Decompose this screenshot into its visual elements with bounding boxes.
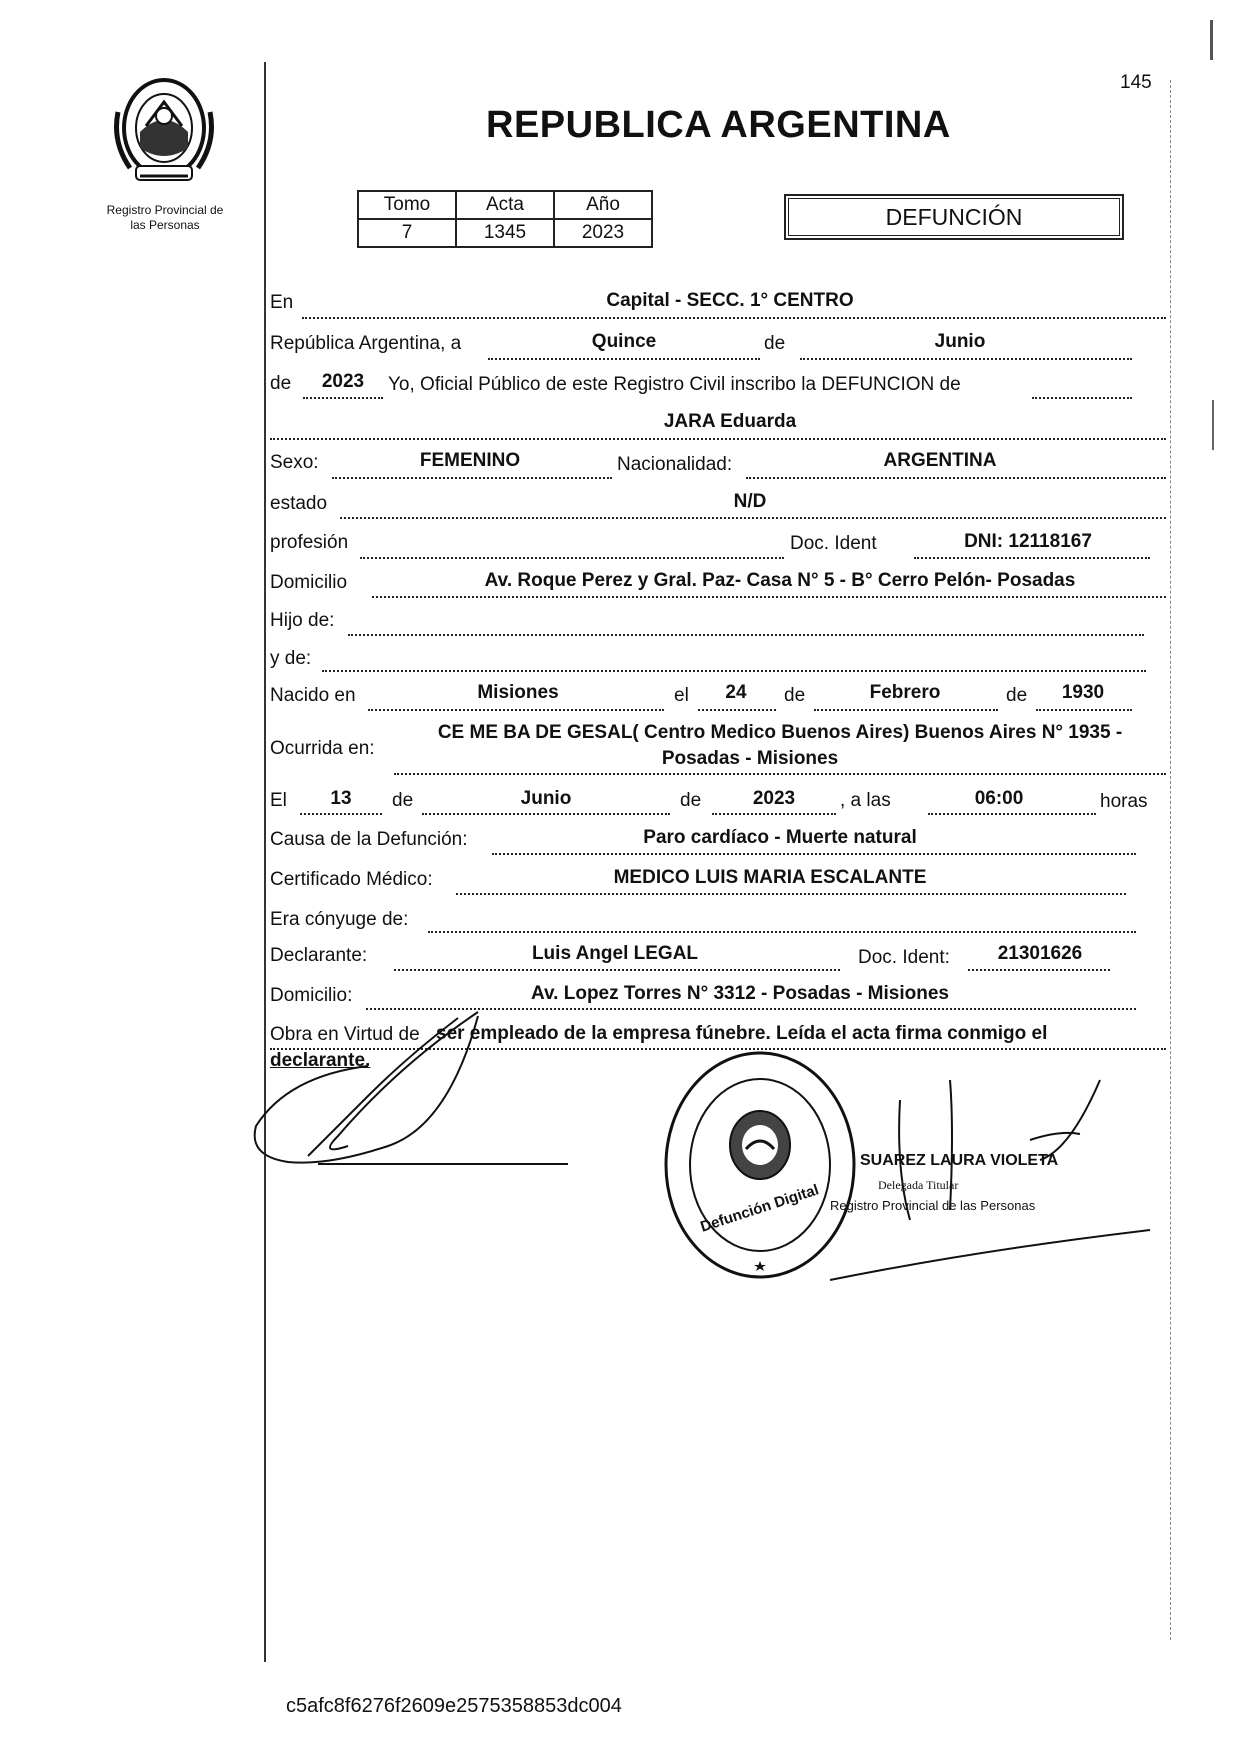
certificado-label: Certificado Médico: [270, 869, 433, 890]
conyuge-label: Era cónyuge de: [270, 909, 409, 930]
nacido-anio: 1930 [1061, 682, 1105, 703]
nacido-mes: Febrero [869, 682, 941, 703]
en-label: En [270, 292, 294, 313]
ocurrida-line1: CE ME BA DE GESAL( Centro Medico Buenos Aires) Buenos Aires N° 1935 - [437, 722, 1123, 743]
ocurrida-line [394, 773, 1166, 775]
el-label: el [674, 685, 689, 706]
nacido-anio-line [1036, 709, 1132, 711]
left-margin-line [264, 62, 266, 1662]
record-table-header [358, 191, 652, 219]
nacionalidad-line [746, 477, 1166, 479]
hijo-de-line [348, 634, 1144, 636]
en-line [302, 317, 1166, 319]
nacido-dia-line [698, 709, 776, 711]
nacido-label: Nacido en [270, 685, 356, 706]
day-value: Quince [591, 331, 657, 352]
def-dia-line [300, 813, 382, 815]
official-role: Delegada Titular [878, 1178, 959, 1192]
signature-icon [800, 1070, 1160, 1290]
de-label: de [270, 373, 292, 394]
year-line [303, 397, 383, 399]
declarante-value: Luis Angel LEGAL [531, 943, 699, 964]
y-de-label: y de: [270, 648, 312, 669]
obra-label: Obra en Virtud de [270, 1024, 420, 1045]
doc-ident-value: DNI: 12118167 [964, 531, 1092, 552]
def-anio-line [712, 813, 836, 815]
declarante-line [394, 969, 840, 971]
a-las-label: , a las [840, 790, 891, 811]
right-edge-mark [1210, 20, 1213, 60]
estado-value: N/D [733, 491, 767, 512]
deceased-name: JARA Eduarda [663, 411, 797, 432]
official-signature [800, 1070, 1160, 1290]
sexo-value: FEMENINO [419, 450, 521, 471]
nacido-dia: 24 [725, 682, 747, 703]
name-line [270, 438, 1166, 440]
def-mes-line [422, 813, 670, 815]
def-dia: 13 [330, 788, 352, 809]
doc-ident2-line [968, 969, 1110, 971]
profesion-line [360, 557, 784, 559]
de-label: de [784, 685, 806, 706]
conyuge-line [428, 931, 1136, 933]
nacionalidad-label: Nacionalidad: [617, 454, 733, 475]
record-table [357, 190, 653, 248]
anio-header: Año [554, 191, 652, 219]
republica-label: República Argentina, a [270, 333, 462, 354]
profesion-label: profesión [270, 532, 349, 553]
signature-icon [248, 1006, 578, 1176]
record-table-values [358, 219, 652, 247]
de-label: de [1006, 685, 1028, 706]
page-title: REPUBLICA ARGENTINA [486, 104, 951, 146]
hijo-de-label: Hijo de: [270, 610, 335, 631]
emblem-icon [110, 72, 218, 190]
el-cap-label: El [270, 790, 287, 811]
declarante-label: Declarante: [270, 945, 368, 966]
de-label: de [680, 790, 702, 811]
declarant-signature [248, 1006, 578, 1176]
estado-line [340, 517, 1166, 519]
causa-label: Causa de la Defunción: [270, 829, 468, 850]
causa-line [492, 853, 1136, 855]
seal-text [660, 1045, 661, 1046]
official-registry: Registro Provincial de las Personas [830, 1198, 1036, 1213]
estado-label: estado [270, 493, 328, 514]
tomo-value: 7 [358, 219, 456, 247]
de-label: de [392, 790, 414, 811]
official-name: SUAREZ LAURA VIOLETA [860, 1152, 1059, 1169]
def-anio: 2023 [752, 788, 796, 809]
registry-name: Registro Provincial de las Personas [106, 203, 224, 232]
def-mes: Junio [520, 788, 572, 809]
nacido-mes-line [814, 709, 998, 711]
acta-value: 1345 [456, 219, 554, 247]
domicilio2-value: Av. Lopez Torres N° 3312 - Posadas - Misiones [531, 983, 949, 1004]
statement-line [1032, 397, 1132, 399]
de-label: de [764, 333, 786, 354]
month-value: Junio [934, 331, 986, 352]
month-line [800, 358, 1132, 360]
obra-value: ser empleado de la empresa fúnebre. Leída el acta firma conmigo el [436, 1023, 1048, 1044]
horas-label: horas [1100, 791, 1148, 812]
province-emblem [110, 72, 218, 190]
sexo-label: Sexo: [270, 452, 319, 473]
sexo-line [332, 477, 612, 479]
doc-ident-line [914, 557, 1150, 559]
doc-ident2-value: 21301626 [997, 943, 1083, 964]
right-edge-mark [1212, 400, 1214, 450]
year-value: 2023 [321, 371, 365, 392]
domicilio-label: Domicilio [270, 572, 348, 593]
right-margin-line [1170, 80, 1171, 1640]
certificado-value: MEDICO LUIS MARIA ESCALANTE [613, 867, 927, 888]
causa-value: Paro cardíaco - Muerte natural [643, 827, 917, 848]
nacido-lugar: Misiones [477, 682, 559, 703]
anio-value: 2023 [554, 219, 652, 247]
document-hash: c5afc8f6276f2609e2575358853dc004 [286, 1695, 622, 1717]
day-line [488, 358, 760, 360]
obra-line2: declarante. [270, 1050, 371, 1071]
y-de-line [322, 670, 1146, 672]
doc-ident2-label: Doc. Ident: [858, 947, 950, 968]
en-value: Capital - SECC. 1° CENTRO [606, 290, 854, 311]
domicilio-value: Av. Roque Perez y Gral. Paz- Casa N° 5 - B° Cerro Pelón- Posadas [484, 570, 1076, 591]
domicilio-line [372, 596, 1166, 598]
doc-ident-label: Doc. Ident [790, 533, 877, 554]
def-hora-line [928, 813, 1096, 815]
ocurrida-label: Ocurrida en: [270, 738, 375, 759]
domicilio2-label: Domicilio: [270, 985, 353, 1006]
seal-inner-text: Defunción Digital [698, 1181, 821, 1236]
ocurrida-line2: Posadas - Misiones [661, 748, 839, 769]
acta-header: Acta [456, 191, 554, 219]
nacionalidad-value: ARGENTINA [883, 450, 997, 471]
certificado-line [456, 893, 1126, 895]
nacido-lugar-line [368, 709, 664, 711]
def-hora: 06:00 [974, 788, 1024, 809]
tomo-header: Tomo [358, 191, 456, 219]
statement-text: Yo, Oficial Público de este Registro Civil inscribo la DEFUNCION de [388, 374, 961, 395]
document-type-box: DEFUNCIÓN [784, 194, 1124, 240]
page-number: 145 [1120, 72, 1152, 93]
